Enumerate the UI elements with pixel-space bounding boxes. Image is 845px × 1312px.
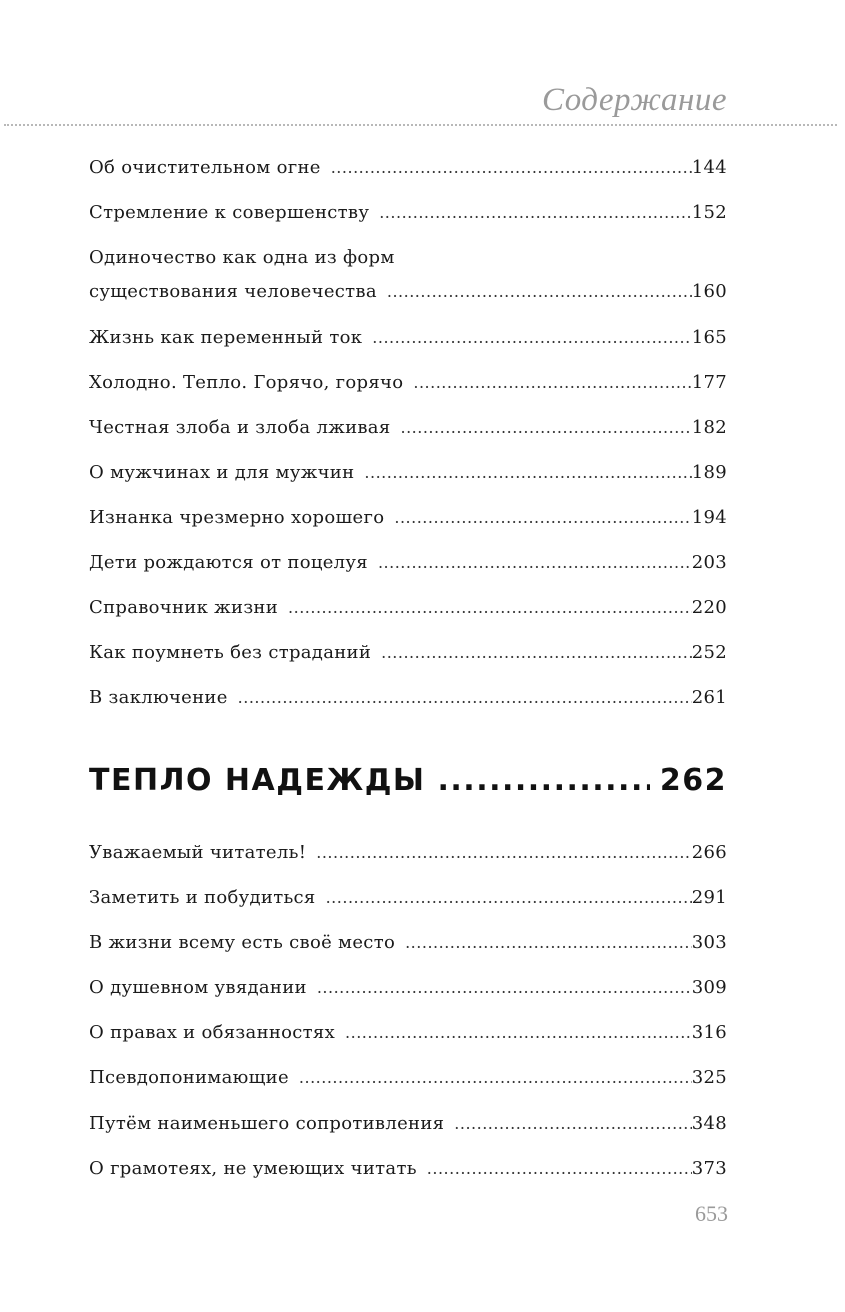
toc-entry[interactable] [89,248,727,302]
toc-entry-title: Холодно. Тепло. Горячо, горячо [89,372,404,393]
toc-entry[interactable] [89,598,727,618]
dot-leader [401,418,692,438]
toc-entry-page: 165 [691,327,727,348]
toc-section[interactable] [89,764,727,798]
dot-leader [345,1023,692,1043]
toc-entry-page: 316 [691,1022,727,1043]
toc-entry-page: 309 [691,977,727,998]
dot-leader [299,1068,692,1088]
dot-leader [372,328,691,348]
toc-entry-title: Как поумнеть без страданий [89,642,372,663]
toc-entry-title: Уважаемый читатель! [89,842,307,863]
toc-entry[interactable] [89,508,727,528]
toc-entry-page: 261 [691,687,727,708]
toc-entry[interactable] [89,1023,727,1043]
toc-entry-page: 348 [691,1113,727,1134]
toc-entry-page: 177 [691,372,727,393]
section-title: ТЕПЛО НАДЕЖДЫ [89,763,426,798]
dot-leader [394,508,691,528]
toc-entry[interactable] [89,643,727,663]
toc-entry-page: 373 [691,1158,727,1179]
toc-entry-title: Псевдопонимающие [89,1067,289,1088]
toc-entry-page: 266 [691,842,727,863]
toc-entry[interactable] [89,328,727,348]
toc-entry-title: Стремление к совершенству [89,202,370,223]
toc-entry-title: существования человечества [89,281,377,302]
dot-leader [378,553,692,573]
toc-entry-page: 182 [691,417,727,438]
toc-entry[interactable] [89,418,727,438]
toc-entry-page: 291 [691,887,727,908]
toc-entry[interactable] [89,978,727,998]
dot-leader [288,598,692,618]
dot-leader [317,978,692,998]
toc-entry-page: 194 [691,507,727,528]
dot-leader [454,1114,691,1134]
toc-entry-title: Дети рождаются от поцелуя [89,552,368,573]
toc-entry-title: О правах и обязанностях [89,1022,336,1043]
toc-entry-title-line1: Одиночество как одна из форм [89,247,395,268]
toc-entry[interactable] [89,888,727,908]
dot-leader [405,933,692,953]
dot-leader [316,843,692,863]
toc-entry-page: 160 [691,281,727,302]
dot-leader [438,764,650,798]
toc-entry[interactable] [89,373,727,393]
toc-entry-title: О душевном увядании [89,977,307,998]
toc-entry-title: Честная злоба и злоба лживая [89,417,391,438]
dot-leader [379,203,692,223]
dot-leader [381,643,692,663]
toc-entry-title: Об очистительном огне [89,157,321,178]
toc-entry-title: Путём наименьшего сопротивления [89,1113,445,1134]
toc-entry-page: 252 [691,642,727,663]
toc-entry-page: 203 [691,552,727,573]
running-head-title: Содержание [541,82,727,118]
toc-entry-title: О грамотеях, не умеющих читать [89,1158,417,1179]
header-dotted-rule [4,124,837,126]
toc-entry-page: 325 [691,1067,727,1088]
toc-entry[interactable] [89,203,727,223]
toc-entry-title: Жизнь как переменный ток [89,327,363,348]
toc-entry[interactable] [89,843,727,863]
toc-entry-title: В жизни всему есть своё место [89,932,396,953]
toc-entry[interactable] [89,1068,727,1088]
dot-leader [413,373,691,393]
toc-entry[interactable] [89,933,727,953]
toc-entry[interactable] [89,1114,727,1134]
toc-entry[interactable] [89,1159,727,1179]
dot-leader [364,463,691,483]
dot-leader [326,888,692,908]
toc-entry-page: 220 [691,597,727,618]
toc-entry-page: 144 [691,157,727,178]
toc-entry-title: Заметить и побудиться [89,887,316,908]
toc-entry-page: 303 [691,932,727,953]
dot-leader [387,282,692,302]
dot-leader [238,688,692,708]
toc-entry-title: Изнанка чрезмерно хорошего [89,507,385,528]
toc-entry[interactable] [89,688,727,708]
toc-entry-title: Справочник жизни [89,597,279,618]
toc-entry-page: 189 [691,462,727,483]
page-number: 653 [695,1201,728,1226]
section-page: 262 [659,763,727,798]
dot-leader [427,1159,692,1179]
toc-entry[interactable] [89,158,727,178]
toc-entry-page: 152 [691,202,727,223]
toc-entry[interactable] [89,553,727,573]
dot-leader [331,158,692,178]
toc-entry-title: О мужчинах и для мужчин [89,462,355,483]
toc-entry-title: В заключение [89,687,228,708]
toc-entry[interactable] [89,463,727,483]
